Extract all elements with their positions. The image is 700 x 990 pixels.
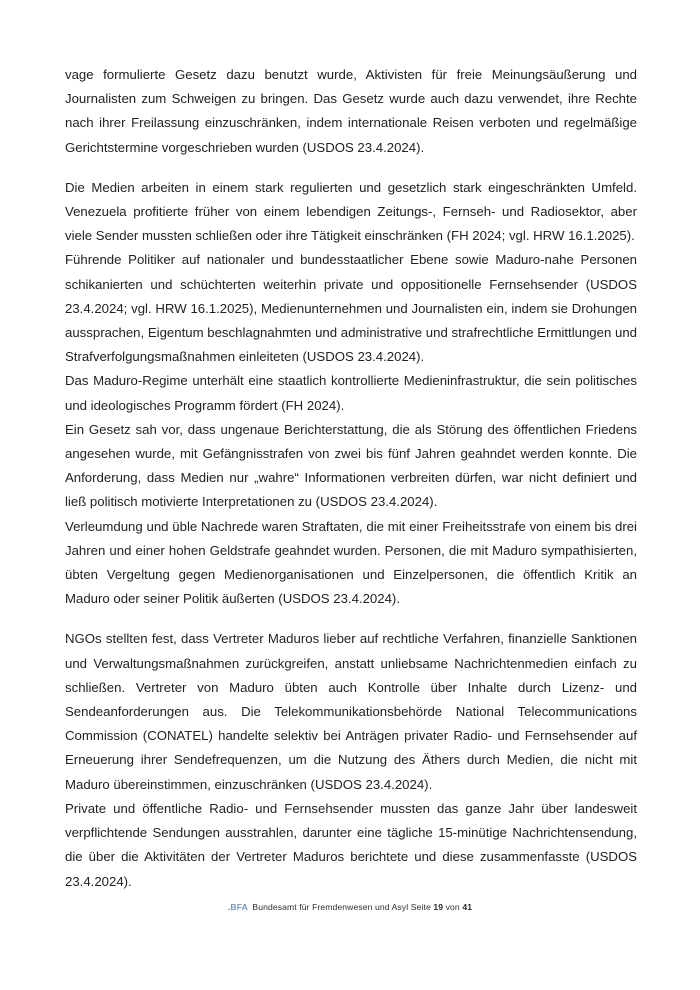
paragraph-block-3 [65, 627, 637, 893]
page-footer [0, 901, 700, 913]
paragraph: Die Medien arbeiten in einem stark regulierten und gesetzlich stark eingeschränkten Umfeld. Venezuela profitierte früher von einem lebendigen Zeitungs-, Fernseh- und Radiosektor, aber viele Sender mussten schließen oder ihre Tätigkeit einschränken (FH 2024; vgl. HRW 16.1.2025). [65, 179, 637, 244]
bfa-logo-text: BFA [230, 902, 248, 912]
paragraph: Führende Politiker auf nationaler und bundesstaatlicher Ebene sowie Maduro-nahe Personen schikanierten und schüchterten weiterhin private und oppositionelle Fernsehsender (USDOS 23.4.2024; vgl. HRW 16.1.2025), Medienunternehmen und Journalisten ein, indem sie Drohungen aussprachen, Eigentum beschlagnahmten und administrative und strafrechtliche Ermittlungen und Strafverfolgungsmaßnahmen einleiteten (USDOS 23.4.2024). [65, 252, 637, 365]
paragraph: Das Maduro-Regime unterhält eine staatlich kontrollierte Medieninfrastruktur, die sein politisches und ideologisches Programm fördert (FH 2024). [65, 373, 637, 413]
footer-org-name: Bundesamt für Fremdenwesen und Asyl [252, 902, 409, 912]
paragraph-block-2 [65, 176, 637, 612]
footer-page-number: 19 [433, 902, 444, 912]
body-text [65, 63, 637, 894]
bfa-logo [228, 902, 250, 912]
paragraph: Verleumdung und üble Nachrede waren Straftaten, die mit einer Freiheitsstrafe von einem bis drei Jahren und einer hohen Geldstrafe geahndet wurden. Personen, die mit Maduro sympathisierten, übten Vergeltung gegen Medienorganisationen und Einzelpersonen, die öffentlich Kritik an Maduro oder seiner Politik äußerten (USDOS 23.4.2024). [65, 518, 637, 607]
footer-total-pages: 41 [462, 902, 473, 912]
bfa-logo-dot: . [227, 902, 231, 912]
paragraph: Ein Gesetz sah vor, dass ungenaue Berichterstattung, die als Störung des öffentlichen Friedens angesehen wurde, mit Gefängnisstrafen von zwei bis fünf Jahren geahndet werden konnte. Die Anforderung, dass Medien nur „wahre“ Informationen verbreiten dürfen, war nicht definiert und ließ politisch motivierte Interpretationen zu (USDOS 23.4.2024). [65, 421, 637, 510]
paragraph: Private und öffentliche Radio- und Fernsehsender mussten das ganze Jahr über landesweit verpflichtende Sendungen ausstrahlen, darunter eine tägliche 15-minütige Nachrichtensendung, die über die Aktivitäten der Vertreter Maduros berichtete und diese zusammenfasste (USDOS 23.4.2024). [65, 800, 637, 889]
footer-of-label: von [445, 902, 460, 912]
footer-page-label: Seite [410, 902, 431, 912]
paragraph: vage formulierte Gesetz dazu benutzt wurde, Aktivisten für freie Meinungsäußerung und Journalisten zum Schweigen zu bringen. Das Gesetz wurde auch dazu verwendet, ihre Rechte nach ihrer Freilassung einzuschränken, indem internationale Reisen verboten und regelmäßige Gerichtstermine vorgeschrieben wurden (USDOS 23.4.2024). [65, 67, 637, 155]
paragraph-block-1 [65, 63, 637, 160]
paragraph: NGOs stellten fest, dass Vertreter Maduros lieber auf rechtliche Verfahren, finanzielle Sanktionen und Verwaltungsmaßnahmen zurückgreifen, anstatt unliebsame Nachrichtenmedien einfach zu schließen. Vertreter von Maduro übten auch Kontrolle über Inhalte durch Lizenz- und Sendeanforderungen aus. Die Telekommunikationsbehörde National Telecommunications Commission (CONATEL) handelte selektiv bei Anträgen privater Radio- und Fernsehsender auf Erneuerung ihrer Sendefrequenzen, um die Nutzung des Äthers durch Medien, die nicht mit Maduro übereinstimmen, einzuschränken (USDOS 23.4.2024). [65, 631, 637, 792]
